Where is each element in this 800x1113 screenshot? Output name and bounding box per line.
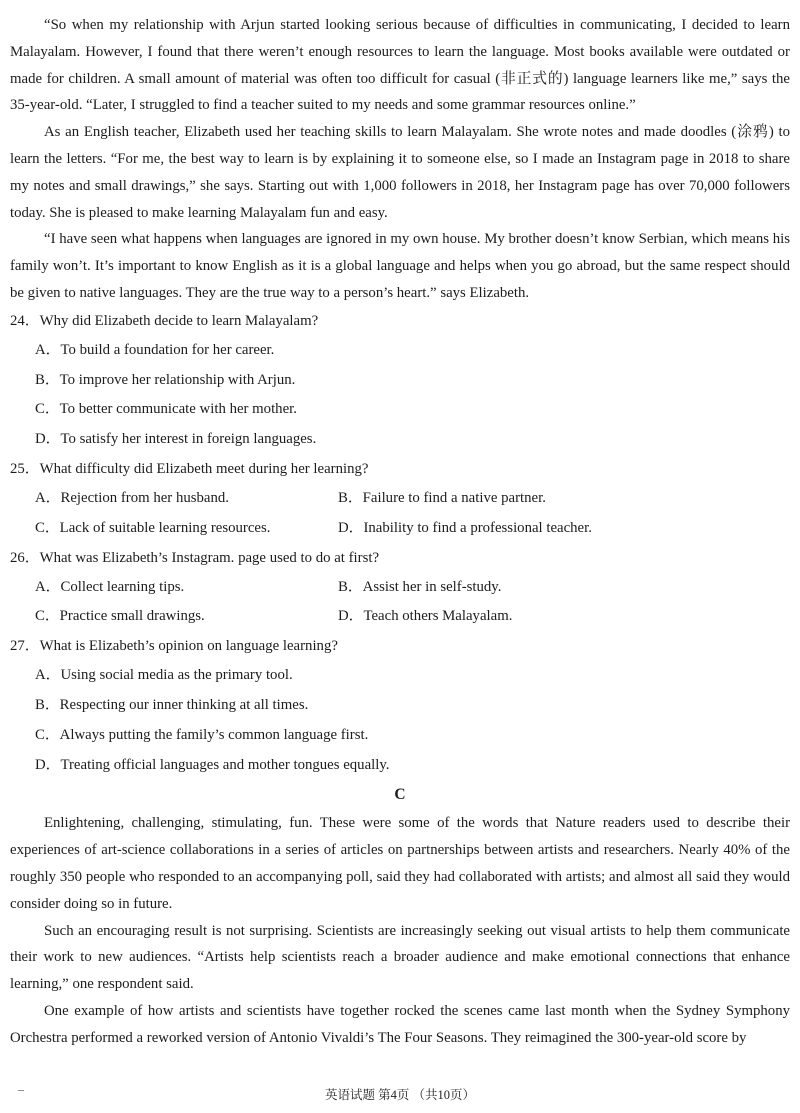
question-25-option-b: B．Failure to find a native partner. [338, 489, 546, 506]
passage-b-paragraph-3: “I have seen what happens when languages are ignored in my own house. My brother doesn’t know Serbian, which means his family won’t. It’s important to know English as it is a global language and helps when you go abroad, but the same respect should be given to native languages. They are the true way to a person’s heart.” says Elizabeth. [10, 231, 790, 301]
passage-c-paragraph-3: One example of how artists and scientists have together rocked the scenes came last month when the Sydney Symphony Orchestra performed a reworked version of Antonio Vivaldi’s The Four Seasons. They reimagined the 300-year-old score by [10, 1002, 790, 1046]
question-24-option-b: B．To improve her relationship with Arjun. [35, 371, 296, 388]
passage-c-paragraph-2: Such an encouraging result is not surprising. Scientists are increasingly seeking out visual artists to help them communicate their work to new audiences. “Artists help scientists reach a broader audience and make emotional connections that enhance learning,” one respondent said. [10, 922, 790, 993]
questions-section [10, 307, 790, 781]
question-27 [10, 632, 790, 780]
passage-c-paragraph-1: Enlightening, challenging, stimulating, fun. These were some of the words that Nature readers used to describe their experiences of art-science collaborations in a series of articles on partnerships between artists and researchers. Nearly 40% of the roughly 350 people who responded to an accompanying poll, said they had collaborated with artists; and almost all said they would consider doing so in future. [10, 815, 790, 912]
question-26-option-b: B．Assist her in self-study. [338, 578, 502, 595]
passage-b-paragraph-1: “So when my relationship with Arjun started looking serious because of difficulties in communicating, I decided to learn Malayalam. However, I found that there weren’t enough resources to learn the language. Most books available were outdated or made for children. A small amount of material was often too difficult for casual (非正式的) language learners like me,” says the 35-year-old. “Later, I struggled to find a teacher suited to my needs and some grammar resources online.” [10, 17, 790, 114]
question-26-option-d: D．Teach others Malayalam. [338, 608, 513, 625]
question-24-option-a: A．To build a foundation for her career. [35, 341, 275, 358]
passage-b [10, 12, 790, 307]
passage-c [10, 810, 790, 1051]
question-24-option-c: C．To better communicate with her mother. [35, 401, 297, 418]
question-26-stem [10, 544, 790, 573]
passage-b-paragraph-2: As an English teacher, Elizabeth used her teaching skills to learn Malayalam. She wrote notes and made doodles (涂鸦) to learn the letters. “For me, the best way to learn is by explaining it to someone else, so I made an Instagram page in 2018 to share my notes and small drawings,” she says. Starting out with 1,000 followers in 2018, her Instagram page has over 70,000 followers today. She is pleased to make learning Malayalam fun and easy. [10, 124, 790, 221]
question-24-option-d: D．To satisfy her interest in foreign languages. [35, 431, 317, 448]
question-25-option-a: A．Rejection from her husband. [35, 489, 229, 506]
question-27-option-d: D．Treating official languages and mother tongues equally. [35, 756, 390, 773]
question-24-number: 24． [10, 312, 40, 329]
question-24-text: Why did Elizabeth decide to learn Malayalam? [39, 312, 319, 329]
question-25 [10, 455, 790, 544]
question-27-option-a: A．Using social media as the primary tool. [35, 667, 293, 684]
question-25-option-c: C．Lack of suitable learning resources. [35, 519, 271, 536]
question-27-option-b: B．Respecting our inner thinking at all times. [35, 696, 309, 713]
question-25-text: What difficulty did Elizabeth meet during her learning? [39, 460, 369, 477]
question-26-number: 26． [10, 549, 40, 566]
question-25-option-d: D．Inability to find a professional teacher. [338, 519, 592, 536]
question-27-stem [10, 632, 790, 661]
question-26-options [10, 573, 790, 633]
question-27-number: 27． [10, 638, 40, 655]
question-26-option-a: A．Collect learning tips. [35, 578, 185, 595]
question-25-stem [10, 455, 790, 484]
question-24 [10, 307, 790, 455]
page-footer: 英语试题 第4页 （共10页） [324, 1088, 475, 1102]
question-24-stem [10, 307, 790, 336]
section-c-heading: C [394, 786, 406, 804]
question-25-options [10, 484, 790, 544]
page-margin-mark: – [18, 1082, 24, 1096]
question-26-option-c: C．Practice small drawings. [35, 608, 205, 625]
question-27-text: What is Elizabeth’s opinion on language learning? [39, 638, 338, 655]
question-26-text: What was Elizabeth’s Instagram. page used to do at first? [39, 549, 380, 566]
question-25-number: 25． [10, 460, 40, 477]
question-26 [10, 544, 790, 633]
question-27-option-c: C．Always putting the family’s common language first. [35, 726, 369, 743]
